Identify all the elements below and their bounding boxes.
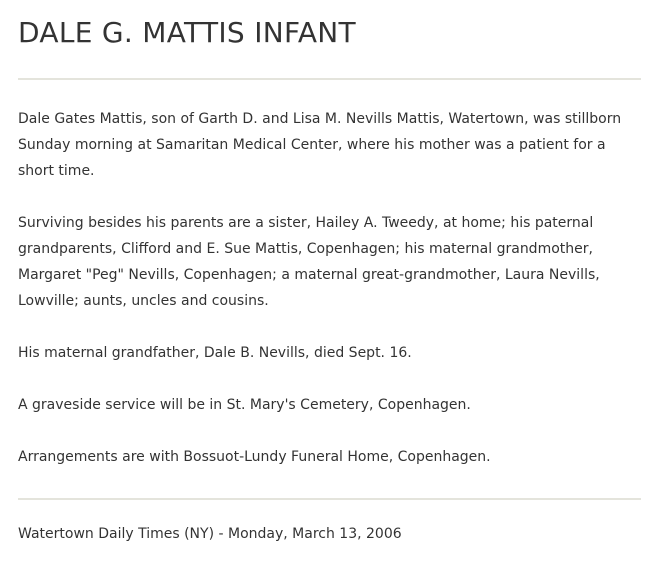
publication-source: Watertown Daily Times (NY) - Monday, March 13, 2006	[18, 526, 402, 542]
obituary-body	[18, 106, 641, 470]
page-title: DALE G. MATTIS INFANT	[18, 16, 356, 49]
title-divider	[18, 78, 641, 80]
paragraph-announcement: Dale Gates Mattis, son of Garth D. and Lisa M. Nevills Mattis, Watertown, was stillborn Sunday morning at Samaritan Medical Center, where his mother was a patient for a short time.	[18, 111, 622, 179]
source-divider	[18, 498, 641, 500]
paragraph-survivors: Surviving besides his parents are a sister, Hailey A. Tweedy, at home; his paternal grandparents, Clifford and E. Sue Mattis, Copenhagen; his maternal grandmother, Margaret "Peg" Nevills, Copenhagen; a maternal great-grandmother, Laura Nevills, Lowville; aunts, uncles and cousins.	[18, 215, 600, 309]
paragraph-service: A graveside service will be in St. Mary's Cemetery, Copenhagen.	[18, 397, 471, 413]
paragraph-arrangements: Arrangements are with Bossuot-Lundy Funeral Home, Copenhagen.	[18, 449, 491, 465]
paragraph-predeceased: His maternal grandfather, Dale B. Nevills, died Sept. 16.	[18, 345, 412, 361]
